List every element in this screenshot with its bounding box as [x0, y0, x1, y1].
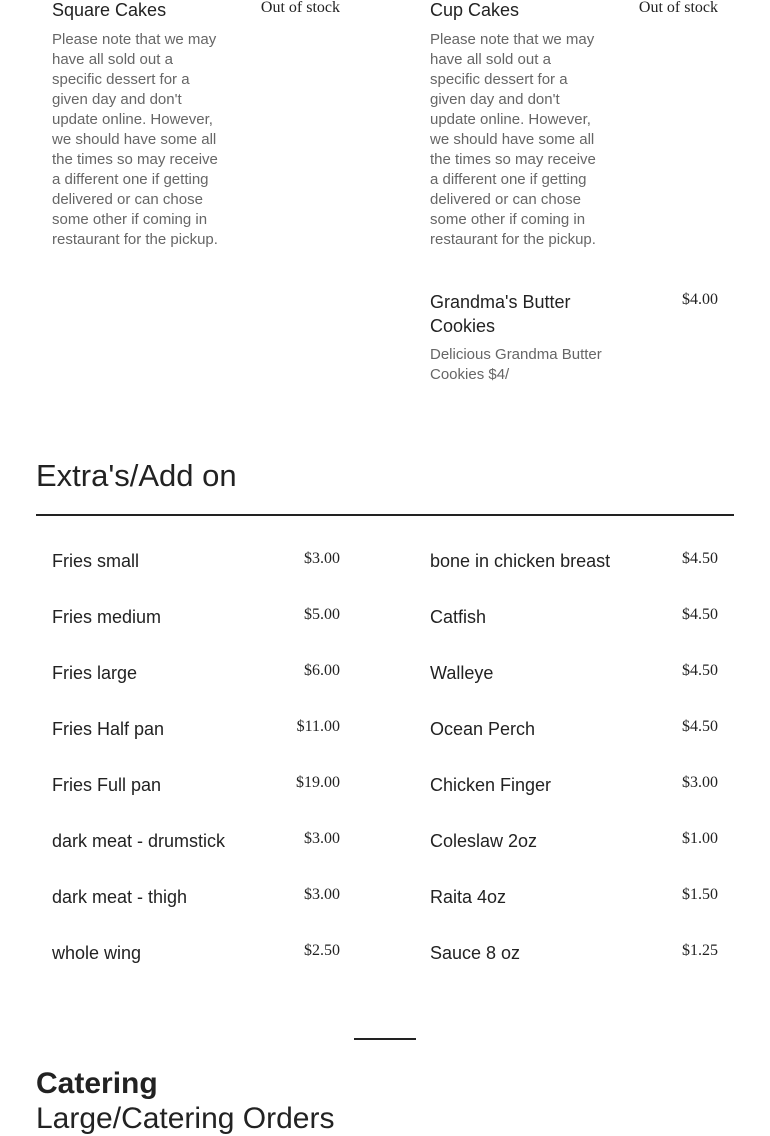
stock-status: Out of stock: [638, 0, 718, 16]
extra-item[interactable]: [430, 940, 718, 970]
extra-item-price: $3.00: [304, 886, 340, 903]
extra-item-name: Fries medium: [52, 607, 162, 627]
extra-item[interactable]: [430, 828, 718, 858]
item-description: Please note that we may have all sold out a specific dessert for a given day and don't update online. However, we should have some all the times so may receive a different one if getting delivered or can chose some other if coming in restaurant for the pickup.: [52, 31, 218, 248]
catering-subtitle: Large/Catering Orders: [36, 1102, 335, 1135]
item-title: Square Cakes: [52, 0, 167, 20]
item-description: Delicious Grandma Butter Cookies $4/: [430, 346, 602, 383]
extra-item-name: Catfish: [430, 607, 487, 627]
extra-item[interactable]: [430, 548, 718, 578]
extra-item-name: dark meat - thigh: [52, 887, 188, 907]
extra-item[interactable]: [430, 660, 718, 690]
extra-item-price: $1.25: [682, 942, 718, 959]
extra-item[interactable]: [52, 828, 340, 858]
item-description: Please note that we may have all sold out a specific dessert for a given day and don't update online. However, we should have some all the times so may receive a different one if getting delivered or can chose some other if coming in restaurant for the pickup.: [430, 31, 596, 248]
extra-item-price: $4.50: [682, 550, 718, 567]
menu-item-cup-cakes[interactable]: [430, 0, 720, 260]
section-divider: [36, 514, 734, 516]
extra-item[interactable]: [52, 604, 340, 634]
extra-item-price: $1.50: [682, 886, 718, 903]
extra-item-name: Fries Half pan: [52, 719, 165, 739]
extra-item-name: Fries Full pan: [52, 775, 162, 795]
item-title: Cup Cakes: [430, 0, 520, 20]
extra-item-price: $3.00: [304, 550, 340, 567]
section-heading-extras: Extra's/Add on: [36, 458, 237, 493]
extra-item-name: Fries small: [52, 551, 140, 571]
extra-item-price: $4.50: [682, 662, 718, 679]
extra-item-price: $19.00: [296, 774, 340, 791]
extra-item-price: $1.00: [682, 830, 718, 847]
extra-item[interactable]: [430, 716, 718, 746]
extra-item[interactable]: [430, 604, 718, 634]
extra-item-price: $2.50: [304, 942, 340, 959]
menu-item-square-cakes[interactable]: [52, 0, 342, 260]
extra-item-name: Walleye: [430, 663, 494, 683]
extra-item-name: Raita 4oz: [430, 887, 507, 907]
extra-item-price: $3.00: [304, 830, 340, 847]
extra-item-price: $4.50: [682, 718, 718, 735]
extra-item-price: $6.00: [304, 662, 340, 679]
extra-item[interactable]: [430, 772, 718, 802]
extra-item-price: $5.00: [304, 606, 340, 623]
extra-item-name: dark meat - drumstick: [52, 831, 226, 851]
extra-item-name: Ocean Perch: [430, 719, 536, 739]
extra-item-price: $4.50: [682, 606, 718, 623]
extra-item[interactable]: [52, 772, 340, 802]
extra-item-name: Sauce 8 oz: [430, 943, 521, 963]
extra-item[interactable]: [52, 548, 340, 578]
item-price: $4.00: [682, 291, 718, 308]
extra-item[interactable]: [52, 716, 340, 746]
extra-item-name: Chicken Finger: [430, 775, 552, 795]
menu-item-butter-cookies[interactable]: [430, 290, 720, 390]
extra-item-price: $11.00: [296, 718, 340, 735]
catering-title: Catering: [36, 1067, 158, 1100]
extra-item-price: $3.00: [682, 774, 718, 791]
extra-item-name: Fries large: [52, 663, 138, 683]
section-divider-short: [354, 1038, 416, 1040]
extra-item-name: bone in chicken breast: [430, 551, 611, 571]
extra-item[interactable]: [52, 884, 340, 914]
stock-status: Out of stock: [260, 0, 340, 16]
extra-item[interactable]: [52, 940, 340, 970]
extra-item[interactable]: [52, 660, 340, 690]
item-title: Grandma's Butter Cookies: [430, 292, 571, 336]
extra-item-name: Coleslaw 2oz: [430, 831, 538, 851]
extra-item[interactable]: [430, 884, 718, 914]
extra-item-name: whole wing: [52, 943, 142, 963]
